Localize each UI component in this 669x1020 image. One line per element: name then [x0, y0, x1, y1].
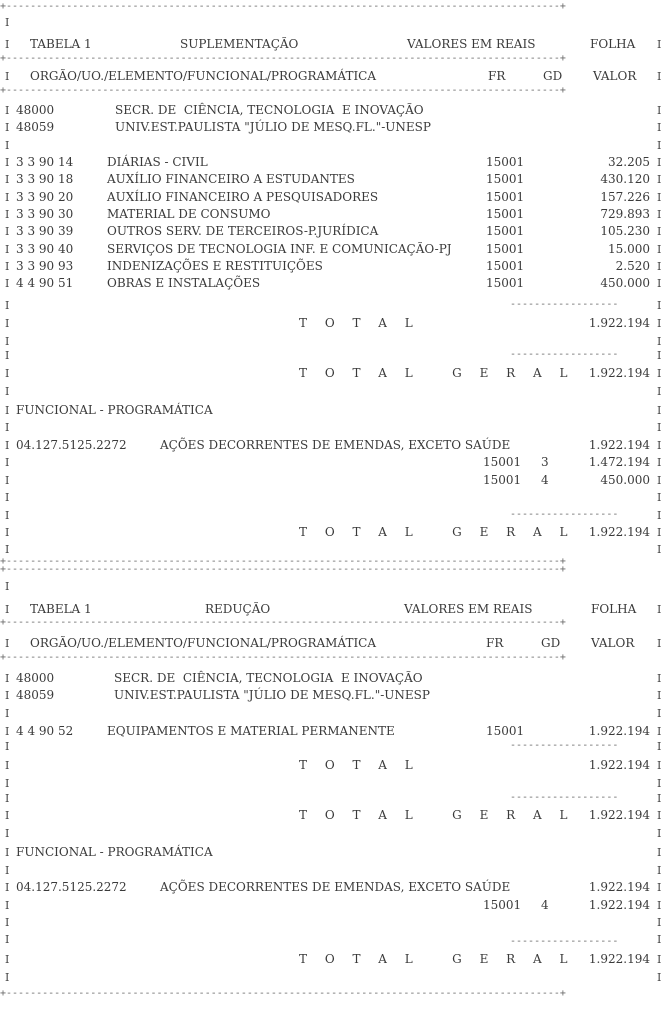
border-i: I [5, 259, 10, 273]
border-i: I [5, 173, 10, 187]
border-i: I [657, 242, 662, 256]
item-code: 3 3 90 18 [16, 172, 74, 187]
border-i: I [5, 759, 10, 772]
border-i: I [657, 881, 662, 894]
item-valor: 32.205 [608, 155, 650, 169]
border-i: I [657, 335, 662, 348]
border-i: I [5, 603, 10, 616]
func-row-valor: 450.000 [600, 473, 650, 487]
item-fr: 15001 [486, 206, 525, 221]
subtotal-dash: ------------------ [510, 349, 619, 360]
col-gd-label: GD [541, 636, 561, 650]
border-i: I [657, 367, 662, 380]
col-fr-label: FR [486, 636, 504, 650]
border-i: I [5, 335, 10, 348]
border-i: I [5, 367, 10, 380]
border-i: I [5, 491, 10, 504]
border-i: I [657, 156, 662, 169]
border-i: I [657, 491, 662, 504]
item-desc: OBRAS E INSTALAÇÕES [107, 276, 261, 291]
item-valor: 430.120 [600, 172, 650, 187]
border-i: I [657, 456, 662, 469]
border-i: I [657, 707, 662, 720]
item-valor: 105.230 [600, 224, 650, 239]
border-i: I [5, 740, 10, 753]
final-total-value: 1.922.194 [588, 952, 650, 966]
col-gd-label: GD [543, 69, 563, 83]
border-i: I [5, 864, 10, 877]
item-code: 3 3 90 20 [16, 189, 74, 204]
item-valor: 1.922.194 [588, 724, 650, 738]
border-i: I [657, 637, 662, 650]
border-i: I [657, 259, 662, 273]
border-i: I [657, 725, 662, 738]
item-valor: 157.226 [600, 189, 650, 204]
border-i: I [657, 173, 662, 187]
item-fr: 15001 [486, 189, 525, 204]
border-i: I [657, 953, 662, 966]
subtotal-dash: ------------------ [510, 299, 619, 310]
border-i: I [657, 385, 662, 398]
folha-label: FOLHA [591, 602, 637, 616]
border-i: I [657, 543, 662, 556]
border-i: I [657, 792, 662, 805]
border-i: I [5, 809, 10, 822]
border-i: I [5, 121, 10, 134]
border-i: I [5, 707, 10, 720]
table-end-dash-line: +--------------------------------------------------------------------------------------------+ [0, 557, 566, 567]
func-row-gd: 4 [541, 898, 549, 912]
border-i: I [5, 70, 10, 83]
item-desc: DIÁRIAS - CIVIL [107, 155, 208, 169]
border-i: I [657, 104, 662, 117]
border-i: I [657, 933, 662, 946]
border-i: I [5, 104, 10, 117]
border-i: I [5, 474, 10, 487]
valores-label: VALORES EM REAIS [407, 37, 536, 51]
org2-code: 48059 [16, 688, 55, 702]
border-i: I [5, 225, 10, 239]
border-i: I [657, 349, 662, 362]
item-code: 3 3 90 93 [16, 258, 74, 273]
final-total-label: T O T A L G E R A L [299, 525, 575, 539]
item-code: 4 4 90 51 [16, 276, 74, 291]
border-i: I [5, 190, 10, 204]
org1-name: SECR. DE CIÊNCIA, TECNOLOGIA E INOVAÇÃO [114, 671, 423, 685]
func-row-gd: 3 [541, 455, 549, 469]
header-col-label: ORGÃO/UO./ELEMENTO/FUNCIONAL/PROGRAMÁTICA [30, 636, 377, 650]
final-total-value: 1.922.194 [588, 525, 650, 539]
border-i: I [5, 509, 10, 522]
col-fr-label: FR [488, 69, 506, 83]
tipo-label: SUPLEMENTAÇÃO [180, 37, 299, 51]
total-geral-label: T O T A L G E R A L [299, 808, 575, 822]
subtotal-dash: ------------------ [510, 792, 619, 803]
total-value: 1.922.194 [588, 316, 650, 330]
border-i: I [5, 156, 10, 169]
border-i: I [657, 526, 662, 539]
border-i: I [657, 38, 662, 51]
border-i: I [5, 580, 10, 593]
func-row-valor: 1.922.194 [588, 898, 650, 912]
border-i: I [5, 637, 10, 650]
border-i: I [5, 971, 10, 984]
border-i: I [657, 421, 662, 434]
border-i: I [5, 777, 10, 790]
border-i: I [657, 70, 662, 83]
total-geral-value: 1.922.194 [588, 808, 650, 822]
func-desc: AÇÕES DECORRENTES DE EMENDAS, EXCETO SAÚDE [160, 438, 511, 452]
func-value: 1.922.194 [588, 880, 650, 894]
border-i: I [5, 16, 10, 29]
item-valor: 729.893 [600, 206, 650, 221]
org1-name: SECR. DE CIÊNCIA, TECNOLOGIA E INOVAÇÃO [115, 103, 424, 117]
border-i: I [5, 404, 10, 417]
border-i: I [5, 299, 10, 312]
border-i: I [657, 672, 662, 685]
border-i: I [5, 421, 10, 434]
border-i: I [5, 317, 10, 330]
header-dash-line: +--------------------------------------------------------------------------------------------+ [0, 618, 566, 628]
border-i: I [657, 439, 662, 452]
border-i: I [5, 916, 10, 929]
border-i: I [5, 139, 10, 152]
item-fr: 15001 [486, 224, 525, 239]
header-dash-line: +--------------------------------------------------------------------------------------------+ [0, 54, 566, 64]
item-valor: 2.520 [615, 258, 650, 273]
border-i: I [657, 277, 662, 291]
border-i: I [5, 953, 10, 966]
tipo-label: REDUÇÃO [205, 602, 271, 616]
border-i: I [657, 689, 662, 702]
border-i: I [5, 385, 10, 398]
org2-code: 48059 [16, 120, 55, 134]
border-i: I [5, 846, 10, 859]
border-i: I [5, 543, 10, 556]
col-valor-label: VALOR [591, 636, 635, 650]
folha-label: FOLHA [590, 37, 636, 51]
item-code: 3 3 90 39 [16, 224, 74, 239]
func-desc: AÇÕES DECORRENTES DE EMENDAS, EXCETO SAÚDE [160, 880, 511, 894]
subtotal-dash: ------------------ [510, 509, 619, 520]
border-i: I [5, 526, 10, 539]
item-fr: 15001 [486, 276, 525, 291]
total-geral-label: T O T A L G E R A L [299, 366, 575, 380]
border-i: I [5, 439, 10, 452]
item-code: 3 3 90 30 [16, 206, 74, 221]
border-i: I [5, 672, 10, 685]
item-valor: 450.000 [600, 276, 650, 291]
border-i: I [5, 456, 10, 469]
tabela-label: TABELA 1 [30, 37, 92, 51]
func-value: 1.922.194 [588, 438, 650, 452]
border-i: I [657, 864, 662, 877]
border-i: I [657, 207, 662, 221]
top-dash-line: +--------------------------------------------------------------------------------------------+ [0, 2, 566, 12]
col-valor-label: VALOR [593, 69, 637, 83]
border-i: I [657, 740, 662, 753]
item-desc: EQUIPAMENTOS E MATERIAL PERMANENTE [107, 724, 395, 738]
border-i: I [657, 121, 662, 134]
border-i: I [657, 225, 662, 239]
func-row-fr: 15001 [483, 473, 522, 487]
border-i: I [657, 190, 662, 204]
border-i: I [657, 317, 662, 330]
org1-code: 48000 [16, 671, 55, 685]
header-dash-line: +--------------------------------------------------------------------------------------------+ [0, 86, 566, 96]
item-desc: MATERIAL DE CONSUMO [107, 206, 271, 221]
item-fr: 15001 [486, 258, 525, 273]
border-i: I [5, 933, 10, 946]
border-i: I [657, 899, 662, 912]
item-fr: 15001 [486, 241, 525, 256]
item-fr: 15001 [486, 155, 525, 169]
item-code: 4 4 90 52 [16, 724, 74, 738]
func-row-fr: 15001 [483, 898, 522, 912]
border-i: I [5, 277, 10, 291]
valores-label: VALORES EM REAIS [404, 602, 533, 616]
subtotal-dash: ------------------ [510, 740, 619, 751]
func-row-valor: 1.472.194 [588, 455, 650, 469]
item-fr: 15001 [486, 724, 525, 738]
border-i: I [5, 207, 10, 221]
total-value: 1.922.194 [588, 758, 650, 772]
border-i: I [5, 242, 10, 256]
func-row-gd: 4 [541, 473, 549, 487]
org2-name: UNIV.EST.PAULISTA "JÚLIO DE MESQ.FL."-UNESP [114, 688, 430, 702]
item-code: 3 3 90 14 [16, 155, 74, 169]
org1-code: 48000 [16, 103, 55, 117]
header-dash-line: +--------------------------------------------------------------------------------------------+ [0, 653, 566, 663]
border-i: I [5, 881, 10, 894]
func-code: 04.127.5125.2272 [16, 880, 127, 894]
border-i: I [5, 827, 10, 840]
border-i: I [657, 299, 662, 312]
tabela-label: TABELA 1 [30, 602, 92, 616]
item-fr: 15001 [486, 172, 525, 187]
border-i: I [657, 404, 662, 417]
item-valor: 15.000 [608, 241, 650, 256]
border-i: I [657, 971, 662, 984]
border-i: I [657, 509, 662, 522]
item-desc: SERVIÇOS DE TECNOLOGIA INF. E COMUNICAÇÃO-PJ [107, 241, 452, 256]
funcional-label: FUNCIONAL - PROGRAMÁTICA [16, 403, 213, 417]
item-desc: INDENIZAÇÕES E RESTITUIÇÕES [107, 258, 323, 273]
item-code: 3 3 90 40 [16, 241, 74, 256]
border-i: I [5, 899, 10, 912]
border-i: I [5, 349, 10, 362]
item-desc: OUTROS SERV. DE TERCEIROS-P.JURÍDICA [107, 224, 379, 239]
total-geral-value: 1.922.194 [588, 366, 650, 380]
subtotal-dash: ------------------ [510, 936, 619, 947]
border-i: I [5, 725, 10, 738]
header-col-label: ORGÃO/UO./ELEMENTO/FUNCIONAL/PROGRAMÁTICA [30, 69, 377, 83]
border-i: I [5, 689, 10, 702]
border-i: I [657, 809, 662, 822]
border-i: I [657, 846, 662, 859]
border-i: I [657, 139, 662, 152]
total-label: T O T A L [299, 316, 420, 330]
org2-name: UNIV.EST.PAULISTA "JÚLIO DE MESQ.FL."-UNESP [115, 120, 431, 134]
border-i: I [5, 792, 10, 805]
border-i: I [657, 759, 662, 772]
border-i: I [657, 474, 662, 487]
item-desc: AUXÍLIO FINANCEIRO A PESQUISADORES [107, 189, 379, 204]
item-desc: AUXÍLIO FINANCEIRO A ESTUDANTES [107, 172, 355, 187]
func-row-fr: 15001 [483, 455, 522, 469]
table-start-dash-line: +--------------------------------------------------------------------------------------------+ [0, 565, 566, 575]
border-i: I [657, 603, 662, 616]
border-i: I [657, 777, 662, 790]
border-i: I [657, 916, 662, 929]
border-i: I [657, 827, 662, 840]
funcional-label: FUNCIONAL - PROGRAMÁTICA [16, 845, 213, 859]
total-label: T O T A L [299, 758, 420, 772]
border-i: I [5, 38, 10, 51]
bottom-dash-line: +--------------------------------------------------------------------------------------------+ [0, 989, 566, 999]
func-code: 04.127.5125.2272 [16, 438, 127, 452]
final-total-label: T O T A L G E R A L [299, 952, 575, 966]
